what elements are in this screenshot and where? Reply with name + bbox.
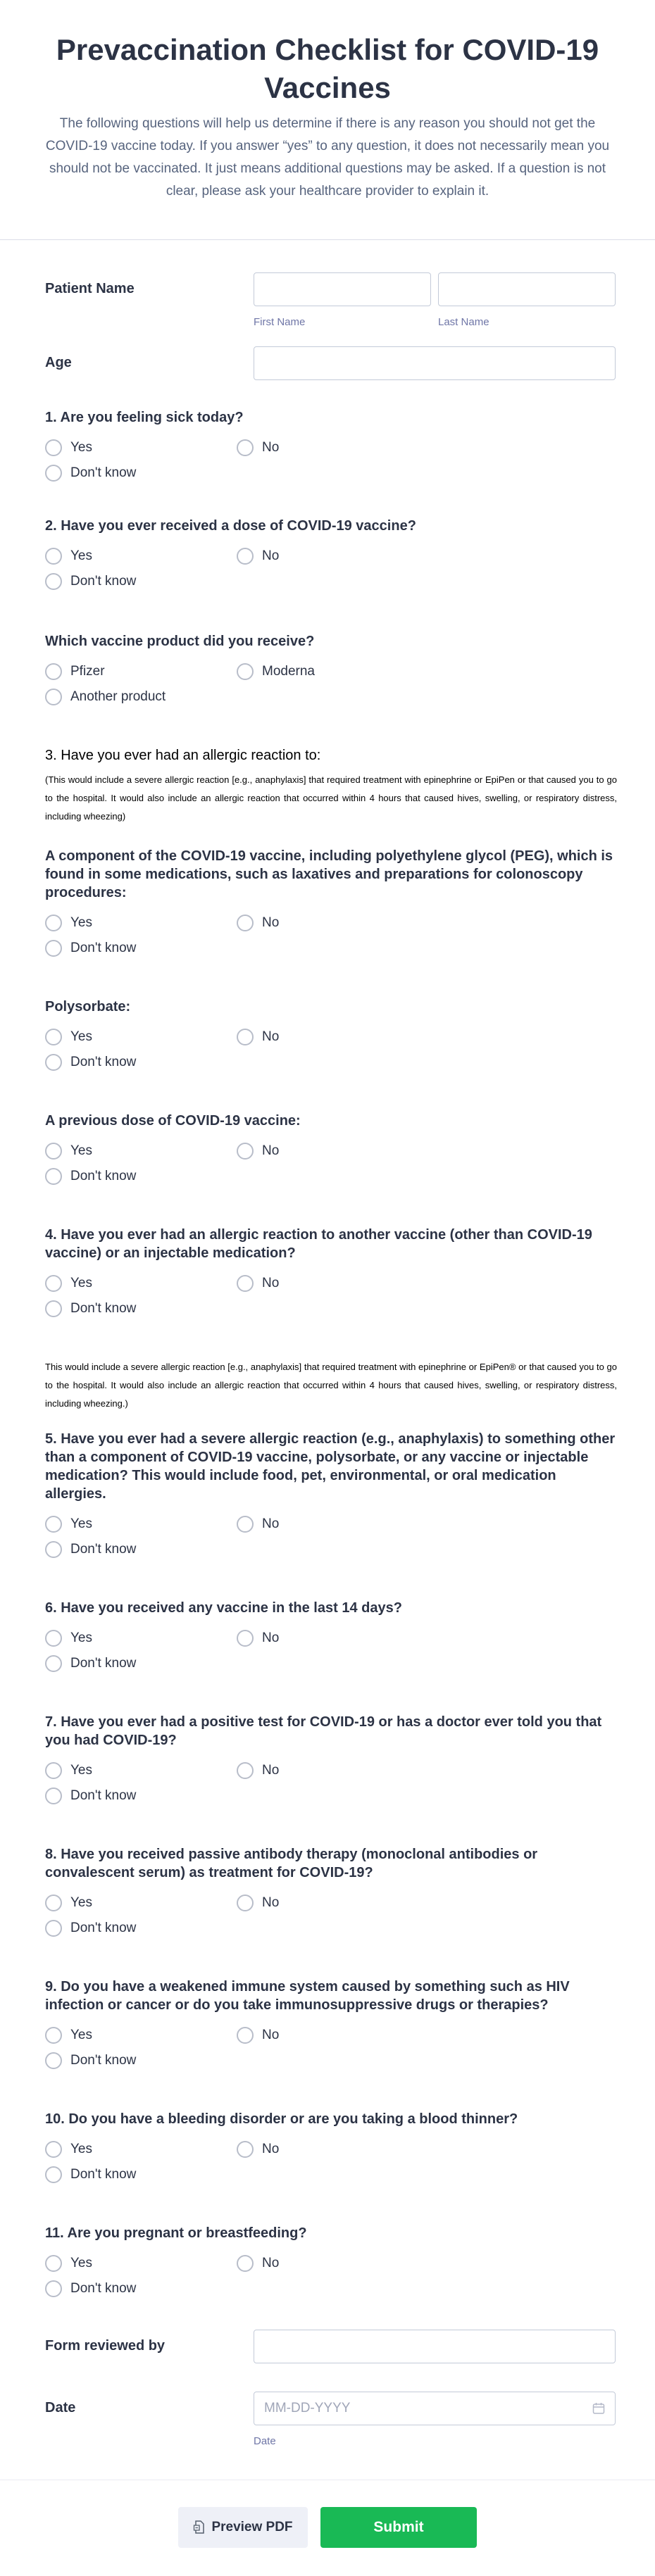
reviewed-by-field	[45, 2330, 617, 2363]
radio-option-dont-know[interactable]	[45, 1918, 237, 1938]
radio-option-yes[interactable]	[45, 1274, 237, 1293]
question-label: 7. Have you ever had a positive test for COVID-19 or has a doctor ever told you that you had COVID-19?	[45, 1714, 602, 1748]
date-input[interactable]	[254, 2392, 616, 2425]
option-label: Moderna	[262, 664, 315, 679]
age-field	[45, 346, 617, 380]
submit-button[interactable]: Submit	[320, 2507, 477, 2548]
radio-option-yes[interactable]	[45, 1514, 237, 1534]
date-sublabel: Date	[254, 2435, 276, 2447]
radio-group	[45, 1514, 617, 1565]
question-label: 8. Have you received passive antibody therapy (monoclonal antibodies or convalescent serum) as treatment for COVID-19?	[45, 1847, 538, 1880]
radio-option-no[interactable]	[237, 1893, 428, 1913]
form-header	[0, 0, 655, 240]
option-label: Another product	[70, 689, 166, 704]
radio-circle-icon[interactable]	[237, 548, 254, 565]
option-label: Yes	[70, 1631, 92, 1645]
radio-circle-icon[interactable]	[45, 689, 62, 705]
option-label: Yes	[70, 2256, 92, 2270]
radio-group	[45, 1141, 617, 1192]
radio-circle-icon[interactable]	[45, 940, 62, 957]
form-title: Prevaccination Checklist for COVID-19 Vaccines	[56, 33, 599, 104]
radio-circle-icon[interactable]	[45, 2280, 62, 2297]
radio-option-no[interactable]	[237, 2025, 428, 2045]
question-label: 1. Are you feeling sick today?	[45, 410, 244, 425]
reviewed-by-label: Form reviewed by	[45, 2338, 166, 2354]
radio-circle-icon[interactable]	[45, 2255, 62, 2272]
radio-circle-icon[interactable]	[45, 1143, 62, 1160]
radio-circle-icon[interactable]	[45, 1630, 62, 1647]
option-label: Yes	[70, 1516, 92, 1531]
question-1	[45, 408, 617, 489]
option-label: Yes	[70, 2142, 92, 2156]
radio-option-dont-know[interactable]	[45, 1299, 237, 1319]
radio-circle-icon[interactable]	[45, 2052, 62, 2069]
radio-group	[45, 1893, 617, 1944]
radio-circle-icon[interactable]	[237, 1029, 254, 1045]
question-label: Polysorbate:	[45, 999, 131, 1014]
form-body	[0, 272, 655, 2447]
radio-option-yes[interactable]	[45, 1141, 237, 1161]
radio-group	[45, 2025, 617, 2076]
radio-option-yes[interactable]	[45, 1761, 237, 1780]
radio-circle-icon[interactable]	[45, 1788, 62, 1804]
radio-circle-icon[interactable]	[45, 1516, 62, 1533]
allergy-section-note: (This would include a severe allergic reaction [e.g., anaphylaxis] that required treatment with epinephrine or EpiPen or that caused you to go to the hospital. It would also include an allergic reaction that occurred within 4 hours that caused hives, swelling, or respiratory distress, including wheezing)	[45, 774, 617, 822]
option-label: Don't know	[70, 2167, 137, 2182]
radio-option-yes[interactable]	[45, 1893, 237, 1913]
question-label: 10. Do you have a bleeding disorder or are you taking a blood thinner?	[45, 2111, 518, 2127]
option-label: No	[262, 915, 280, 930]
date-label: Date	[45, 2400, 76, 2415]
option-label: Yes	[70, 1763, 92, 1778]
radio-circle-icon[interactable]	[237, 1630, 254, 1647]
option-label: No	[262, 1631, 280, 1645]
question-7	[45, 1713, 617, 1811]
radio-option-no[interactable]	[237, 1514, 428, 1534]
radio-circle-icon[interactable]	[45, 1920, 62, 1937]
option-label: No	[262, 2256, 280, 2270]
option-label: No	[262, 440, 280, 455]
reviewed-by-input[interactable]	[254, 2330, 616, 2363]
radio-option-pfizer[interactable]	[45, 662, 237, 681]
radio-circle-icon[interactable]	[237, 1516, 254, 1533]
radio-option-dont-know[interactable]	[45, 1654, 237, 1673]
option-label: Pfizer	[70, 664, 105, 679]
radio-option-dont-know[interactable]	[45, 938, 237, 958]
question-2	[45, 517, 617, 597]
radio-circle-icon[interactable]	[237, 663, 254, 680]
radio-circle-icon[interactable]	[45, 1762, 62, 1779]
radio-circle-icon[interactable]	[45, 915, 62, 931]
option-label: Don't know	[70, 2053, 137, 2068]
first-name-group	[254, 272, 431, 328]
preview-pdf-label: Preview PDF	[211, 2520, 293, 2534]
radio-option-no[interactable]	[237, 2254, 428, 2273]
radio-option-yes[interactable]	[45, 1027, 237, 1047]
option-label: Don't know	[70, 1656, 137, 1671]
radio-circle-icon[interactable]	[45, 1655, 62, 1672]
preview-pdf-button[interactable]	[178, 2507, 308, 2548]
radio-group	[45, 2254, 617, 2304]
radio-circle-icon[interactable]	[45, 1168, 62, 1185]
option-label: Don't know	[70, 941, 137, 955]
option-label: Yes	[70, 1895, 92, 1910]
option-label: Don't know	[70, 1788, 137, 1803]
question-label: 2. Have you ever received a dose of COVID-19 vaccine?	[45, 518, 416, 534]
option-label: Don't know	[70, 465, 137, 480]
radio-option-dont-know[interactable]	[45, 2279, 237, 2299]
question-label: 11. Are you pregnant or breastfeeding?	[45, 2225, 307, 2241]
radio-circle-icon[interactable]	[45, 439, 62, 456]
radio-option-yes[interactable]	[45, 2254, 237, 2273]
radio-option-yes[interactable]	[45, 546, 237, 566]
radio-circle-icon[interactable]	[45, 1541, 62, 1558]
question-label: Which vaccine product did you receive?	[45, 634, 315, 649]
allergy-section-heading: 3. Have you ever had an allergic reaction to:	[45, 748, 321, 763]
radio-group	[45, 1274, 617, 1324]
option-label: Yes	[70, 915, 92, 930]
first-name-input[interactable]	[254, 272, 431, 306]
radio-circle-icon[interactable]	[45, 663, 62, 680]
radio-circle-icon[interactable]	[45, 573, 62, 590]
radio-option-dont-know[interactable]	[45, 1053, 237, 1072]
radio-option-no[interactable]	[237, 1027, 428, 1047]
radio-circle-icon[interactable]	[45, 2027, 62, 2044]
calendar-icon[interactable]	[592, 2402, 605, 2415]
radio-circle-icon[interactable]	[45, 465, 62, 482]
radio-option-dont-know[interactable]	[45, 1167, 237, 1186]
radio-circle-icon[interactable]	[45, 1029, 62, 1045]
question-10	[45, 2110, 617, 2190]
question-9	[45, 1978, 617, 2076]
radio-circle-icon[interactable]	[237, 2255, 254, 2272]
option-label: Don't know	[70, 1301, 137, 1316]
last-name-group	[438, 272, 616, 328]
vaccine-product-question	[45, 632, 617, 712]
option-label: No	[262, 1895, 280, 1910]
radio-option-dont-know[interactable]	[45, 1540, 237, 1559]
radio-circle-icon[interactable]	[237, 915, 254, 931]
question-label: 4. Have you ever had an allergic reaction to another vaccine (other than COVID-19 vaccine) or an injectable medication?	[45, 1227, 592, 1261]
option-label: Yes	[70, 1143, 92, 1158]
radio-circle-icon[interactable]	[45, 1300, 62, 1317]
option-label: No	[262, 2142, 280, 2156]
radio-option-dont-know[interactable]	[45, 2165, 237, 2185]
radio-circle-icon[interactable]	[45, 1275, 62, 1292]
form-description: The following questions will help us determine if there is any reason you should not get the COVID-19 vaccine today. If you answer “yes” to any question, it does not necessarily mean you should not be vaccinated. It just means additional questions may be asked. If a question is not clear, please ask your healthcare provider to explain it.	[45, 116, 610, 199]
radio-option-no[interactable]	[237, 438, 428, 458]
allergy-item-previous-dose	[45, 1112, 617, 1192]
option-label: Yes	[70, 1029, 92, 1044]
radio-circle-icon[interactable]	[45, 1054, 62, 1071]
radio-circle-icon[interactable]	[237, 2141, 254, 2158]
radio-option-no[interactable]	[237, 2140, 428, 2159]
question-label: 9. Do you have a weakened immune system caused by something such as HIV infection or cancer or do you take immunosuppressive drugs or therapies?	[45, 1979, 570, 2013]
form-footer	[0, 2480, 655, 2576]
radio-circle-icon[interactable]	[45, 2141, 62, 2158]
option-label: No	[262, 548, 280, 563]
question-4	[45, 1226, 617, 1324]
date-field	[45, 2392, 617, 2447]
option-label: Yes	[70, 1276, 92, 1290]
radio-group	[45, 913, 617, 964]
first-name-sublabel: First Name	[254, 316, 306, 328]
question-6	[45, 1599, 617, 1679]
radio-circle-icon[interactable]	[237, 1275, 254, 1292]
question-11	[45, 2224, 617, 2304]
radio-option-dont-know[interactable]	[45, 2051, 237, 2071]
date-placeholder: MM-DD-YYYY	[264, 2401, 351, 2415]
radio-group	[45, 1628, 617, 1679]
option-label: No	[262, 1516, 280, 1531]
question-label: 6. Have you received any vaccine in the last 14 days?	[45, 1600, 402, 1616]
option-label: Yes	[70, 2028, 92, 2042]
radio-group	[45, 662, 617, 712]
radio-option-yes[interactable]	[45, 2025, 237, 2045]
option-label: Yes	[70, 440, 92, 455]
radio-option-dont-know[interactable]	[45, 1786, 237, 1806]
radio-option-no[interactable]	[237, 1274, 428, 1293]
radio-circle-icon[interactable]	[237, 2027, 254, 2044]
radio-circle-icon[interactable]	[237, 439, 254, 456]
last-name-input[interactable]	[438, 272, 616, 306]
option-label: No	[262, 1763, 280, 1778]
option-label: No	[262, 1276, 280, 1290]
question-8	[45, 1845, 617, 1944]
option-label: Yes	[70, 548, 92, 563]
radio-option-no[interactable]	[237, 546, 428, 566]
radio-option-dont-know[interactable]	[45, 463, 237, 483]
allergy-item-component	[45, 847, 617, 964]
pdf-file-icon	[193, 2520, 206, 2534]
option-label: Don't know	[70, 1542, 137, 1557]
patient-name-field	[45, 272, 617, 328]
allergy-item-polysorbate	[45, 998, 617, 1078]
radio-option-yes[interactable]	[45, 913, 237, 933]
option-label: No	[262, 2028, 280, 2042]
radio-option-no[interactable]	[237, 1761, 428, 1780]
option-label: Don't know	[70, 1055, 137, 1069]
radio-option-no[interactable]	[237, 1628, 428, 1648]
radio-circle-icon[interactable]	[237, 1143, 254, 1160]
radio-option-yes[interactable]	[45, 2140, 237, 2159]
question-label: A previous dose of COVID-19 vaccine:	[45, 1113, 301, 1129]
option-label: No	[262, 1143, 280, 1158]
radio-group	[45, 1761, 617, 1811]
question-5	[45, 1430, 617, 1565]
radio-option-another-product[interactable]	[45, 687, 617, 707]
radio-group	[45, 1027, 617, 1078]
radio-option-no[interactable]	[237, 913, 428, 933]
date-group	[254, 2392, 616, 2447]
radio-circle-icon[interactable]	[237, 1895, 254, 1911]
option-label: No	[262, 1029, 280, 1044]
radio-option-dont-know[interactable]	[45, 572, 237, 591]
age-input[interactable]	[254, 346, 616, 380]
radio-option-no[interactable]	[237, 1141, 428, 1161]
last-name-sublabel: Last Name	[438, 316, 489, 328]
option-label: Don't know	[70, 1169, 137, 1183]
radio-group	[45, 438, 617, 489]
radio-group	[45, 546, 617, 597]
radio-circle-icon[interactable]	[45, 548, 62, 565]
radio-group	[45, 2140, 617, 2190]
radio-circle-icon[interactable]	[237, 1762, 254, 1779]
option-label: Don't know	[70, 1921, 137, 1935]
radio-circle-icon[interactable]	[45, 2166, 62, 2183]
age-label: Age	[45, 355, 72, 370]
radio-option-yes[interactable]	[45, 438, 237, 458]
question-label: A component of the COVID-19 vaccine, including polyethylene glycol (PEG), which is found in some medications, such as laxatives and preparations for colonoscopy procedures:	[45, 848, 613, 900]
option-label: Don't know	[70, 2281, 137, 2296]
question-4-note: This would include a severe allergic reaction [e.g., anaphylaxis] that required treatment with epinephrine or EpiPen® or that caused you to go to the hospital. It would also include an allergic reaction that occurred within 4 hours that caused hives, swelling, or respiratory distress, including wheezing.)	[45, 1362, 617, 1409]
patient-name-label: Patient Name	[45, 281, 135, 296]
option-label: Don't know	[70, 574, 137, 589]
radio-option-moderna[interactable]	[237, 662, 428, 681]
radio-option-yes[interactable]	[45, 1628, 237, 1648]
radio-circle-icon[interactable]	[45, 1895, 62, 1911]
question-label: 5. Have you ever had a severe allergic reaction (e.g., anaphylaxis) to something other than a component of COVID-19 vaccine, polysorbate, or any vaccine or injectable medication? This would include food, pet, environmental, or oral medication allergies.	[45, 1431, 616, 1502]
